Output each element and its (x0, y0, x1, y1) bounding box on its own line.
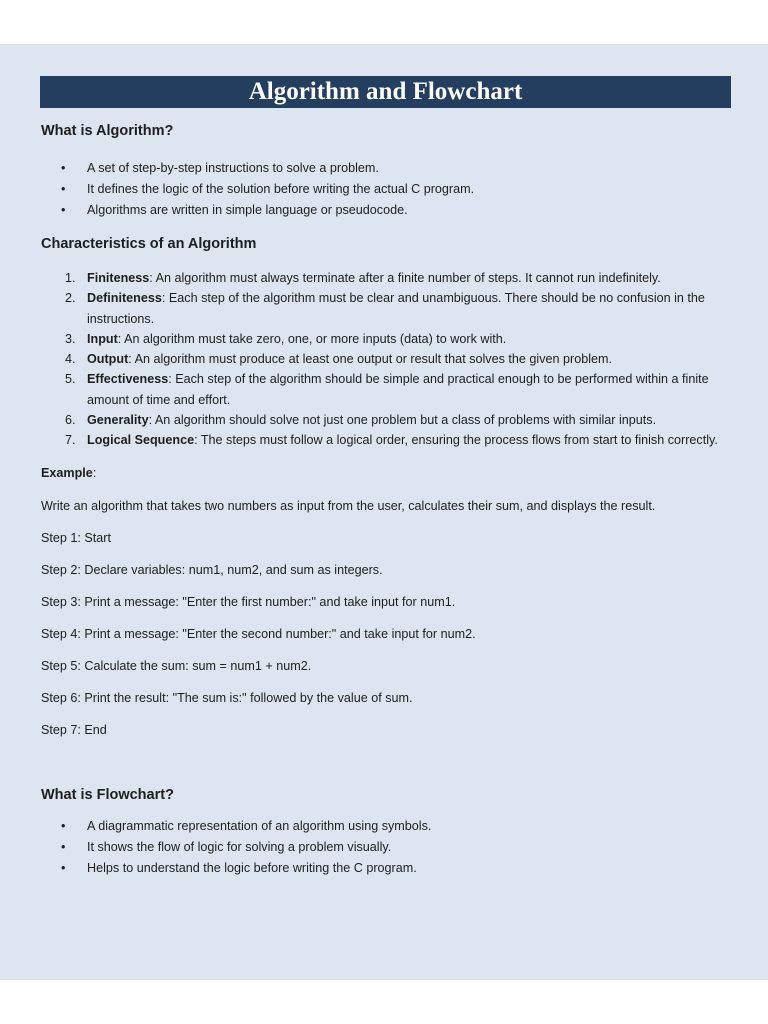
list-item: • Algorithms are written in simple language or pseudocode. (41, 200, 731, 221)
step-line: Step 2: Declare variables: num1, num2, and sum as integers. (41, 562, 383, 577)
characteristics-list (41, 268, 731, 451)
list-item: • Helps to understand the logic before writing the C program. (41, 858, 731, 879)
item-text: : An algorithm should solve not just one problem but a class of problems with similar inputs. (148, 413, 657, 428)
list-item: • A diagrammatic representation of an algorithm using symbols. (41, 816, 731, 837)
step-line: Step 4: Print a message: "Enter the second number:" and take input for num2. (41, 626, 476, 641)
item-number: 2. (65, 291, 76, 306)
list-item (41, 329, 731, 349)
algorithm-bullet-list (41, 158, 731, 221)
item-number: 3. (65, 331, 76, 346)
step-line: Step 5: Calculate the sum: sum = num1 + num2. (41, 658, 312, 673)
item-term: Output (87, 352, 129, 367)
item-text: : An algorithm must produce at least one output or result that solves the given problem. (128, 352, 612, 367)
item-text: : The steps must follow a logical order, ensuring the process flows from start to finish correctly. (194, 433, 718, 448)
item-number: 6. (65, 413, 76, 428)
item-term: Logical Sequence (87, 433, 195, 448)
step-line: Step 1: Start (41, 530, 112, 545)
list-item (41, 288, 731, 329)
section-heading-characteristics: Characteristics of an Algorithm (41, 236, 257, 252)
section-heading-algorithm: What is Algorithm? (41, 123, 174, 139)
item-number: 4. (65, 352, 76, 367)
list-item (41, 369, 731, 410)
list-item (41, 349, 731, 369)
item-term: Finiteness (87, 271, 150, 285)
item-number: 5. (65, 372, 76, 387)
item-term: Input (87, 331, 118, 346)
section-heading-flowchart: What is Flowchart? (41, 786, 174, 803)
list-item: • A set of step-by-step instructions to solve a problem. (41, 158, 731, 179)
list-item (41, 410, 731, 430)
list-item: • It defines the logic of the solution before writing the actual C program. (41, 179, 731, 200)
item-number: 1. (65, 271, 76, 285)
step-line: Step 6: Print the result: "The sum is:" followed by the value of sum. (41, 690, 413, 705)
page-title: Algorithm and Flowchart (40, 76, 731, 108)
step-line: Step 7: End (41, 722, 107, 737)
example-description: Write an algorithm that takes two numbers as input from the user, calculates their sum, and displays the result. (41, 498, 656, 513)
document-content (41, 118, 731, 879)
item-number: 7. (65, 433, 76, 448)
item-term: Definiteness (87, 291, 162, 306)
item-term: Effectiveness (87, 372, 169, 387)
item-term: Generality (87, 413, 149, 428)
step-line: Step 3: Print a message: "Enter the first number:" and take input for num1. (41, 594, 456, 609)
list-item: • It shows the flow of logic for solving a problem visually. (41, 837, 731, 858)
list-item (41, 430, 731, 450)
item-text: : An algorithm must always terminate after a finite number of steps. It cannot run indefinitely. (149, 271, 661, 285)
flowchart-bullet-list (41, 816, 731, 879)
document-page (0, 44, 768, 980)
item-text: : Each step of the algorithm should be simple and practical enough to be performed within a finite amount of time and effort. (87, 372, 709, 407)
list-item (41, 268, 731, 288)
example-label: Example: (41, 465, 97, 480)
item-text: : An algorithm must take zero, one, or more inputs (data) to work with. (117, 331, 507, 346)
item-text: : Each step of the algorithm must be clear and unambiguous. There should be no confusion in the instructions. (87, 291, 705, 326)
